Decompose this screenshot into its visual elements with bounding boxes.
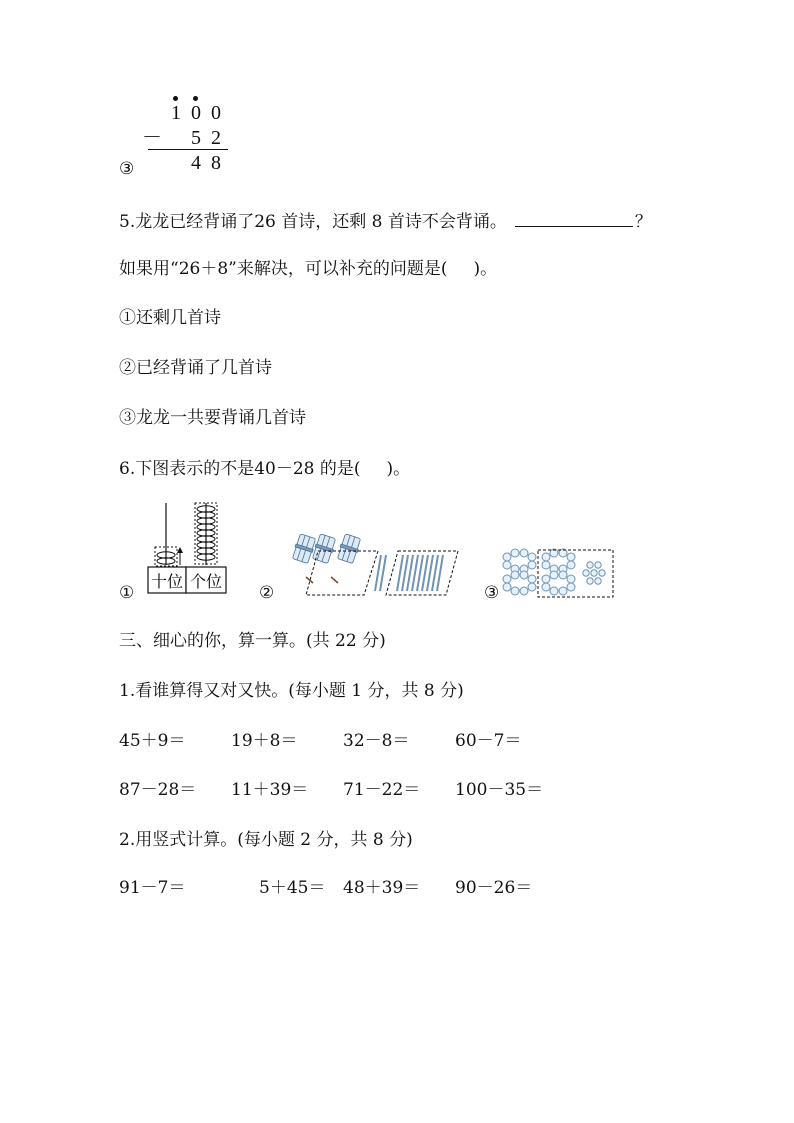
- q6-option-marker-2: ②: [259, 583, 275, 603]
- circles-figure: [503, 549, 613, 597]
- sticks-figure: [291, 533, 458, 595]
- problem: 71－22＝: [343, 780, 421, 800]
- q5-option-2: ②已经背诵了几首诗: [119, 358, 272, 378]
- subtrahend-digit: 5: [191, 127, 201, 149]
- calc-line: [148, 149, 228, 150]
- subtrahend-digit: 2: [211, 127, 221, 149]
- q5-line2-pre: 如果用“26＋8”来解决，可以补充的问题是(: [119, 259, 448, 279]
- minus-sign: －: [142, 127, 162, 149]
- abacus-label-ones: 个位: [189, 572, 223, 591]
- q6-option-marker-3: ③: [484, 583, 500, 603]
- problem: 87－28＝: [119, 780, 197, 800]
- q6-stem-post: )。: [386, 459, 411, 479]
- q5-stem-text: 5.龙龙已经背诵了26 首诗，还剩 8 首诗不会背诵。: [119, 212, 507, 232]
- result-digit: 8: [211, 152, 221, 174]
- q5-line2-post: )。: [473, 259, 498, 279]
- result-digit: 4: [191, 152, 201, 174]
- q6-option-marker-1: ①: [119, 583, 135, 603]
- q5-question-mark: ？: [634, 212, 652, 232]
- q5-option-3: ③龙龙一共要背诵几首诗: [119, 408, 306, 428]
- problem: 11＋39＝: [231, 780, 309, 800]
- borrow-dot: [173, 96, 178, 101]
- q5-option-1: ①还剩几首诗: [119, 308, 221, 328]
- problem: 60－7＝: [455, 731, 522, 751]
- problem: 45＋9＝: [119, 731, 186, 751]
- part-1-title: 1.看谁算得又对又快。(每小题 1 分，共 8 分): [119, 681, 464, 701]
- problem: 32－8＝: [343, 731, 410, 751]
- top-digit: 0: [211, 102, 221, 124]
- problem: 5＋45＝: [259, 878, 326, 898]
- section-3-title: 三、细心的你，算一算。(共 22 分): [119, 631, 386, 651]
- top-digit: 0: [191, 102, 201, 124]
- top-digit: 1: [171, 102, 181, 124]
- option-marker: ③: [119, 159, 135, 179]
- problem: 90－26＝: [455, 878, 533, 898]
- q6-stem-pre: 6.下图表示的不是40－28 的是(: [119, 459, 361, 479]
- problem: 48＋39＝: [343, 878, 421, 898]
- part-2-title: 2.用竖式计算。(每小题 2 分，共 8 分): [119, 830, 413, 850]
- problem: 91－7＝: [119, 878, 186, 898]
- q5-stem: [119, 210, 652, 232]
- problem: 100－35＝: [455, 780, 544, 800]
- borrow-dot: [193, 96, 198, 101]
- q6-stem: [119, 459, 410, 479]
- answer-blank[interactable]: [515, 210, 633, 227]
- problem: 19＋8＝: [231, 731, 298, 751]
- abacus-label-tens: 十位: [150, 572, 184, 591]
- abacus-figure: [148, 503, 226, 593]
- q5-line2: [119, 259, 497, 279]
